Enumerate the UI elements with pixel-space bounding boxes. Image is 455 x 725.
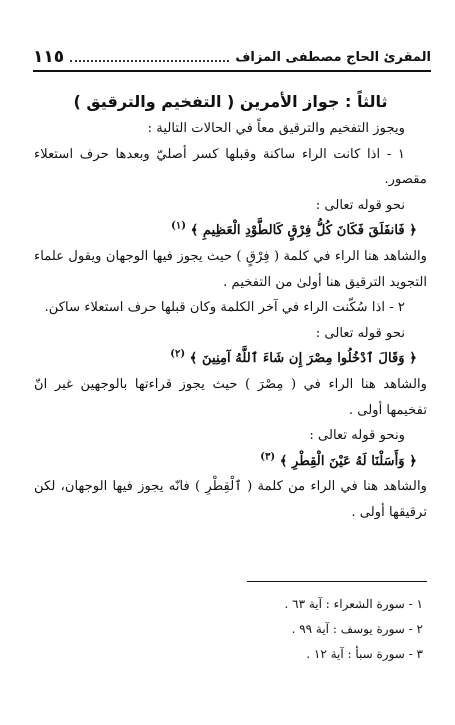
footnote-ref-2: (٢) [170,348,186,360]
section-heading: ثالثاً : جواز الأمرين ( التفخيم والترقيق ) [73,92,388,111]
case-two-paragraph: ٢ - اذا سُكّنت الراء في آخر الكلمة وكان قبلها حرف استعلاء ساكن. [44,300,405,316]
page-body [34,88,427,526]
example-intro: نحو قوله تعالى : [315,197,405,213]
page-header [33,44,431,72]
example-intro: ونحو قوله تعالى : [309,428,405,444]
footnote-item: ١ - سورة الشعراء : آية ٦٣ . [284,597,423,611]
footnote-item: ٢ - سورة يوسف : آية ٩٩ . [291,622,423,636]
footnote-divider [247,581,427,582]
verse-two [34,346,427,372]
running-title: المقرئ الحاج مصطفى المزاف [235,49,431,65]
leader-dots [70,60,229,62]
verse-three [34,449,427,475]
footnote-ref-3: (٣) [260,451,276,463]
footnotes [120,592,423,667]
verse-three-text: ﴿ وَأَسَلْنَا لَهُ عَيْنَ الْقِطْرِ ﴾ [279,453,417,469]
footnote-ref-1: (١) [171,220,186,232]
case-one-paragraph: ١ - اذا كانت الراء ساكنة وقبلها كسر أصليّ وبعدها حرف استعلاء مقصور. [34,146,427,188]
verse-one-text: ﴿ فَانفَلَقَ فَكَانَ كُلُّ فِرْقٍ كَالطَّوْدِ الْعَظِيمِ ﴾ [190,223,417,239]
verse-two-text: ﴿ وَقَالَ ٱدْخُلُوا مِصْرَ إِن شَاءَ ٱللَّهُ آمِنِينَ ﴾ [189,351,417,367]
intro-paragraph: ويجوز التفخيم والترقيق معاً في الحالات التالية : [147,121,405,136]
commentary-three: والشاهد هنا في الراء من كلمة ( ٱلْقِطْرِ ) فانّه يجوز فيها الوجهان، لكن ترقيقها أولى . [34,479,427,520]
footnote-item: ٣ - سورة سبأ : آية ١٢ . [306,647,423,661]
commentary-one: والشاهد هنا الراء في كلمة ( فِرْقٍ ) حيث يجوز فيها الوجهان ويقول علماء التجويد الترقيق هنا أولىٰ من التفخيم . [34,248,427,290]
commentary-two: والشاهد هنا الراء في ( مِصْرَ ) حيث يجوز قراءتها بالوجهين غير انّ تفخيمها أولى . [34,376,427,418]
example-intro: نحو قوله تعالى : [315,325,405,341]
page-number: ١١٥ [33,47,65,67]
verse-one [34,218,427,244]
